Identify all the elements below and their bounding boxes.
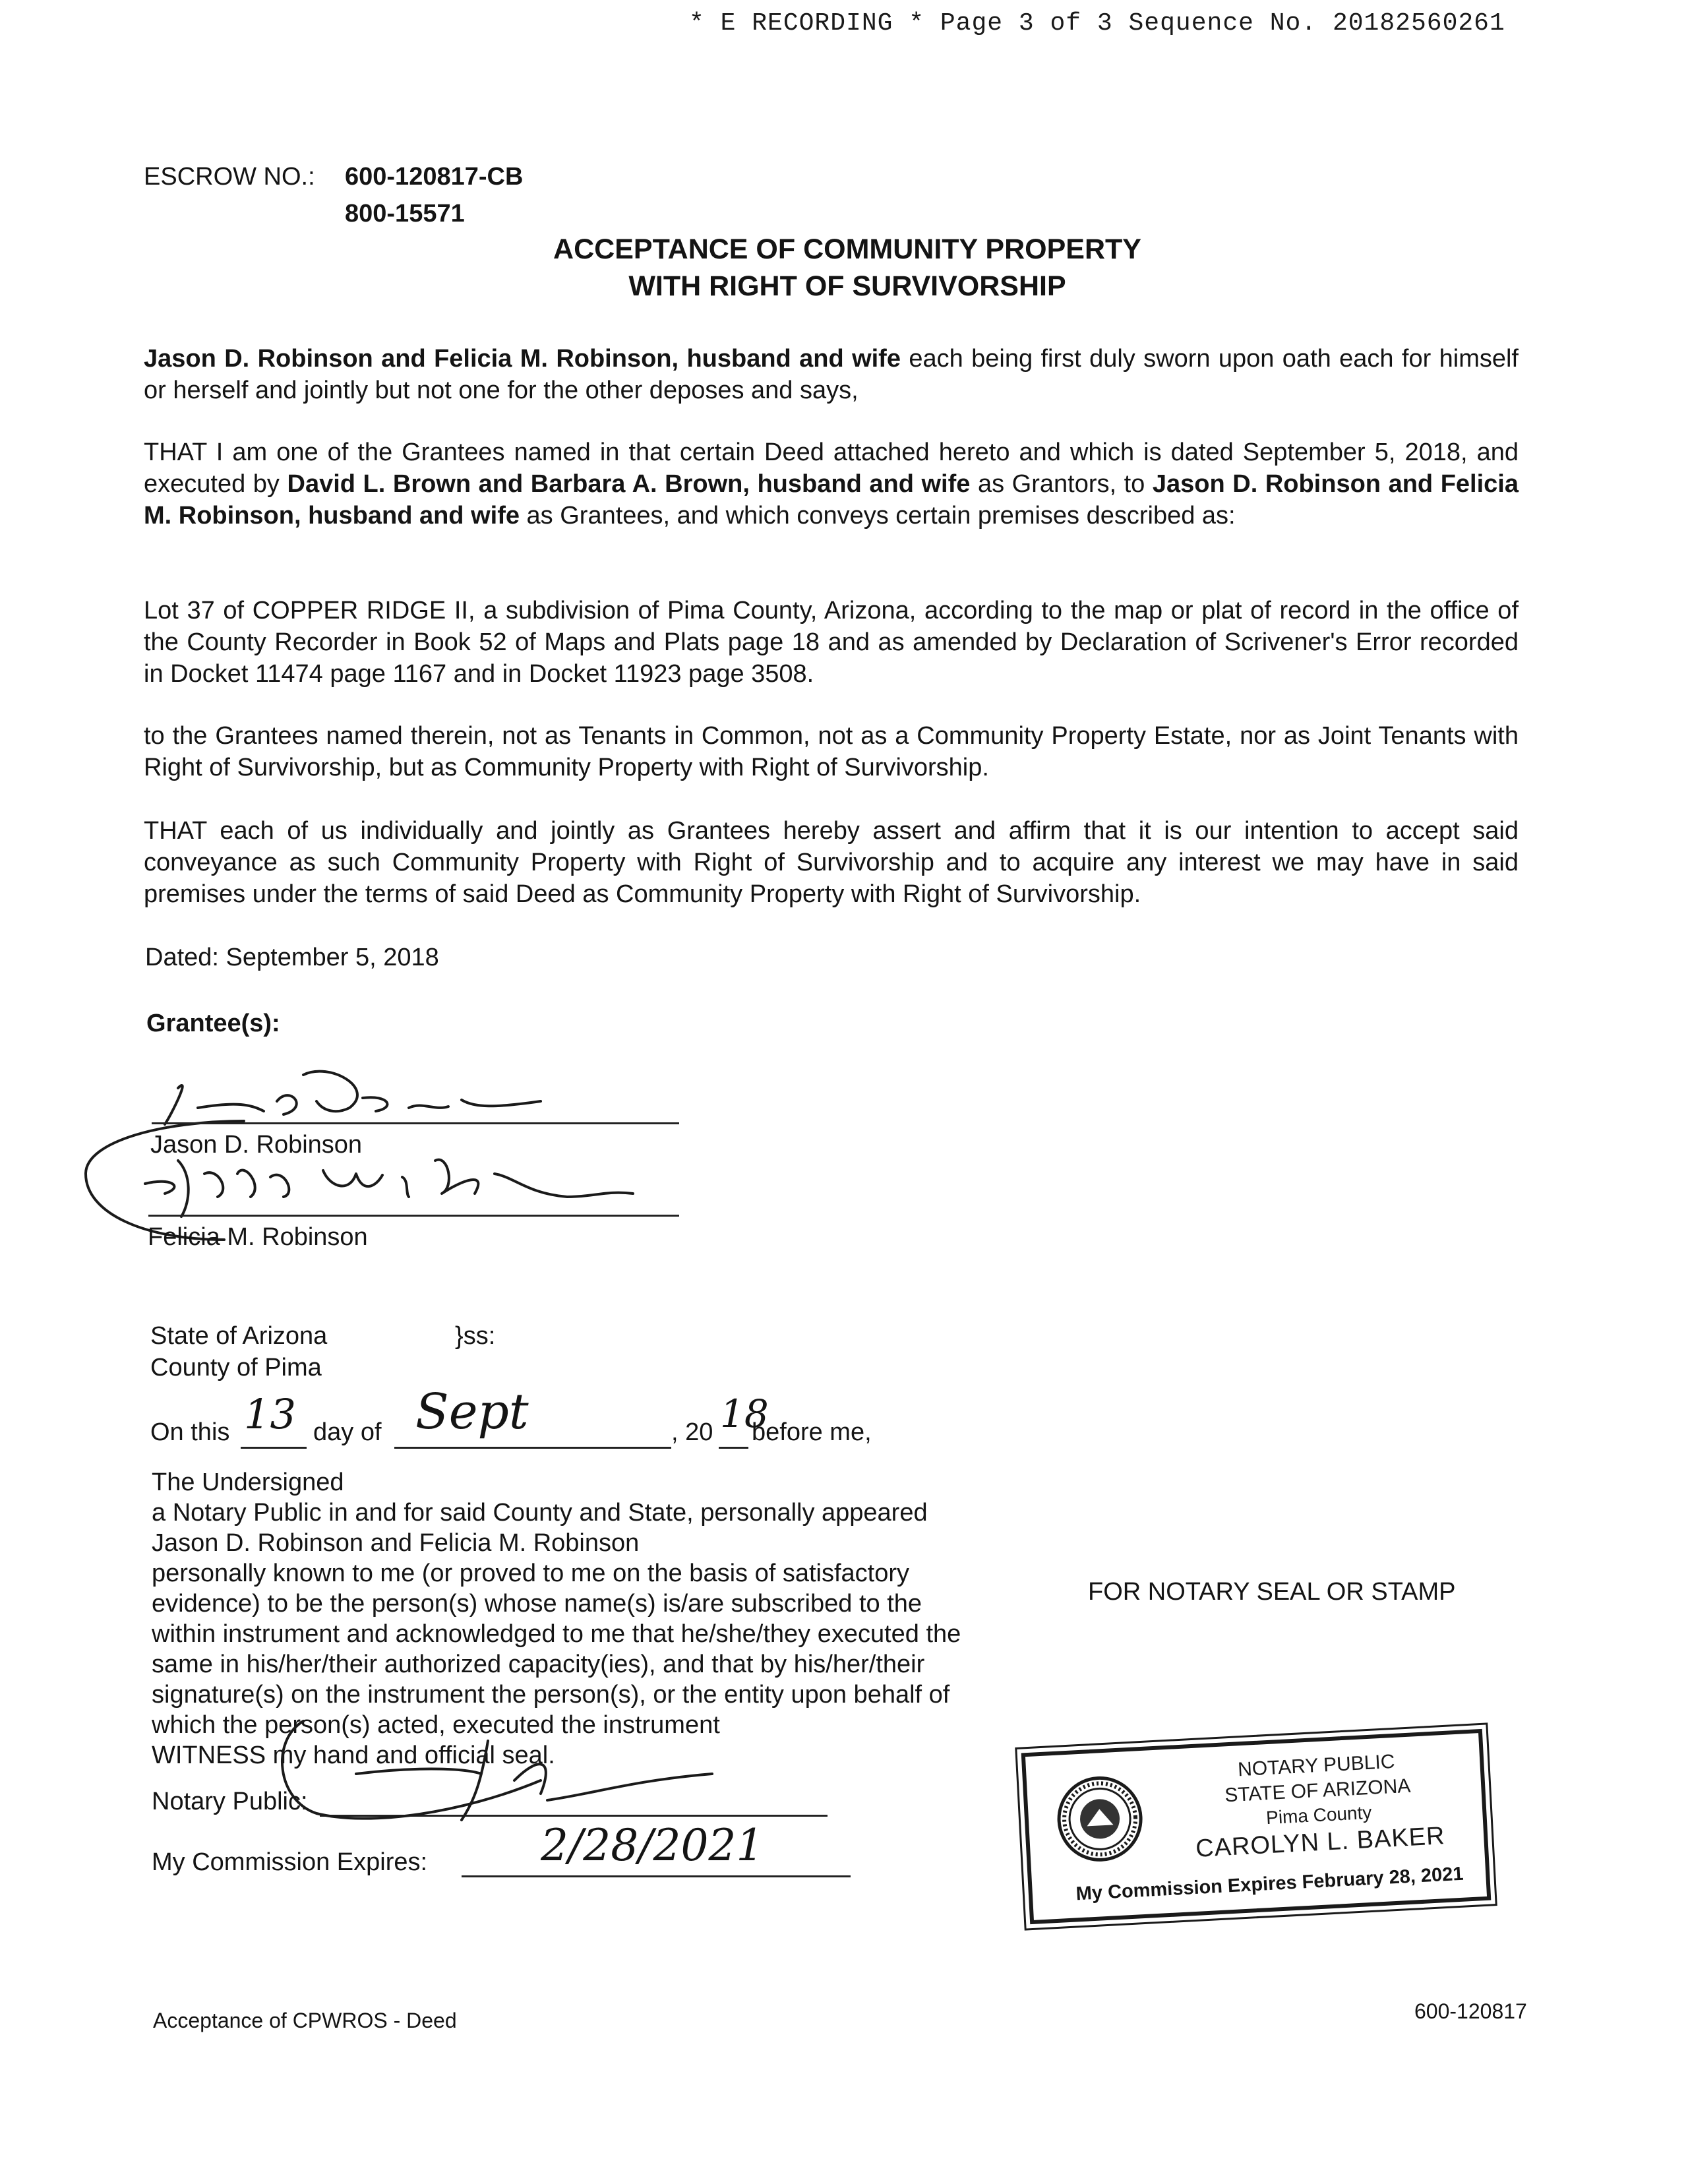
notary-signature: [264, 1701, 738, 1840]
escrow-label: ESCROW NO.:: [144, 163, 315, 191]
stamp-line-3: Pima County: [1265, 1802, 1373, 1829]
affiant-names: Jason D. Robinson and Felicia M. Robinson, husband and wife: [144, 345, 901, 373]
stamp-line-2: STATE OF ARIZONA: [1224, 1774, 1412, 1807]
notary-county: County of Pima: [150, 1354, 322, 1381]
escrow-block: [144, 158, 523, 232]
notary-appeared-names: Jason D. Robinson and Felicia M. Robinson: [152, 1529, 640, 1557]
notary-body-5: same in his/her/their authorized capacity(ies), and that by his/her/their: [152, 1651, 925, 1678]
notary-ss: }ss:: [455, 1322, 496, 1350]
signer-name-1: Jason D. Robinson: [150, 1131, 363, 1159]
signature-jason: [165, 1072, 541, 1124]
paragraph-affiants: [144, 343, 1519, 406]
seal-placeholder-label: FOR NOTARY SEAL OR STAMP: [1088, 1578, 1456, 1606]
year-value: 18: [720, 1391, 769, 1436]
notary-on-this: On this: [150, 1418, 230, 1446]
stamp-text: [1158, 1745, 1480, 1866]
signature-line-1: [152, 1122, 679, 1124]
notary-body-4: within instrument and acknowledged to me that he/she/they executed the: [152, 1620, 961, 1648]
commission-line: [462, 1875, 851, 1877]
state-seal-icon: [1051, 1771, 1148, 1867]
notary-body-6: signature(s) on the instrument the person(s), or the entity upon behalf of: [152, 1681, 950, 1709]
title-line-1: ACCEPTANCE OF COMMUNITY PROPERTY: [553, 233, 1141, 265]
signature-felicia: [145, 1160, 633, 1217]
paragraph-affirmation: THAT each of us individually and jointly as Grantees hereby assert and affirm that it is our intention to accept said conveyance as such Community Property with Right of Survivorship and to acquire any interest we may have in said premises under the terms of said Deed as Community Property with Right of Survivorship.: [144, 817, 1519, 908]
grantor-names: David L. Brown and Barbara A. Brown, husband and wife: [287, 470, 971, 498]
notary-public-label: Notary Public:: [152, 1788, 308, 1815]
footer-left: Acceptance of CPWROS - Deed: [153, 2009, 457, 2032]
commission-value: 2/28/2021: [541, 1820, 764, 1871]
deed-text-a: THAT I am one of the Grantees named in that certain Deed attached hereto and which is dated September 5, 2018, and executed by: [144, 439, 1519, 498]
notary-year-prefix: , 20: [671, 1418, 713, 1446]
notary-undersigned: The Undersigned: [152, 1469, 344, 1496]
document-title: [462, 231, 1233, 305]
stamp-line-1: NOTARY PUBLIC: [1237, 1750, 1396, 1781]
notary-body-3: evidence) to be the person(s) whose name(s) is/are subscribed to the: [152, 1590, 922, 1618]
paragraph-tenancy: to the Grantees named therein, not as Tenants in Common, not as a Community Property Estate, nor as Joint Tenants with Right of Survivorship, but as Community Property with Right of Survivorship.: [144, 722, 1519, 781]
stamp-line-5: My Commission Expires February 28, 2021: [1075, 1863, 1464, 1905]
grantees-label: Grantee(s):: [146, 1010, 280, 1037]
grantee-names: Jason D. Robinson and Felicia M. Robinson, husband and wife: [144, 470, 1519, 530]
affiant-statement: each being first duly sworn upon oath each for himself or herself and jointly but not one for the other deposes and says,: [144, 345, 1519, 404]
signer-name-2: Felicia M. Robinson: [148, 1223, 368, 1251]
recording-header: * E RECORDING * Page 3 of 3 Sequence No. 20182560261: [689, 9, 1505, 38]
notary-body-1: a Notary Public in and for said County and State, personally appeared: [152, 1499, 928, 1527]
deed-text-b: as Grantors, to: [970, 470, 1153, 498]
deed-text-c: as Grantees, and which conveys certain premises described as:: [519, 502, 1236, 530]
notary-body-2: personally known to me (or proved to me on the basis of satisfactory: [152, 1560, 909, 1587]
commission-label: My Commission Expires:: [152, 1848, 428, 1876]
month-blank-line: [394, 1447, 671, 1449]
notary-before-me: before me,: [752, 1418, 872, 1446]
title-line-2: WITH RIGHT OF SURVIVORSHIP: [628, 270, 1066, 302]
notary-body-7: which the person(s) acted, executed the instrument: [152, 1711, 720, 1739]
notary-state: State of Arizona: [150, 1322, 328, 1350]
notary-stamp: [1021, 1729, 1492, 1924]
day-blank-line: [241, 1447, 307, 1449]
signature-line-2: [148, 1215, 679, 1217]
escrow-number-2: 800-15571: [345, 200, 465, 228]
escrow-number-1: 600-120817-CB: [345, 163, 524, 191]
dated-line: Dated: September 5, 2018: [145, 944, 439, 971]
paragraph-legal-description: Lot 37 of COPPER RIDGE II, a subdivision of Pima County, Arizona, according to the map or plat of record in the office of the County Recorder in Book 52 of Maps and Plats page 18 and as amended by Declaration of Scrivener's Error recorded in Docket 11474 page 1167 and in Docket 11923 page 3508.: [144, 597, 1519, 688]
footer-right: 600-120817: [1414, 1999, 1527, 2023]
stamp-line-4: CAROLYN L. BAKER: [1195, 1822, 1446, 1863]
year-blank-line: [719, 1447, 748, 1449]
month-value: Sept: [415, 1383, 529, 1440]
notary-witness: WITNESS my hand and official seal.: [152, 1742, 555, 1769]
notary-day-of: day of: [313, 1418, 382, 1446]
paragraph-deed: [144, 437, 1519, 531]
day-value: 13: [244, 1390, 296, 1438]
